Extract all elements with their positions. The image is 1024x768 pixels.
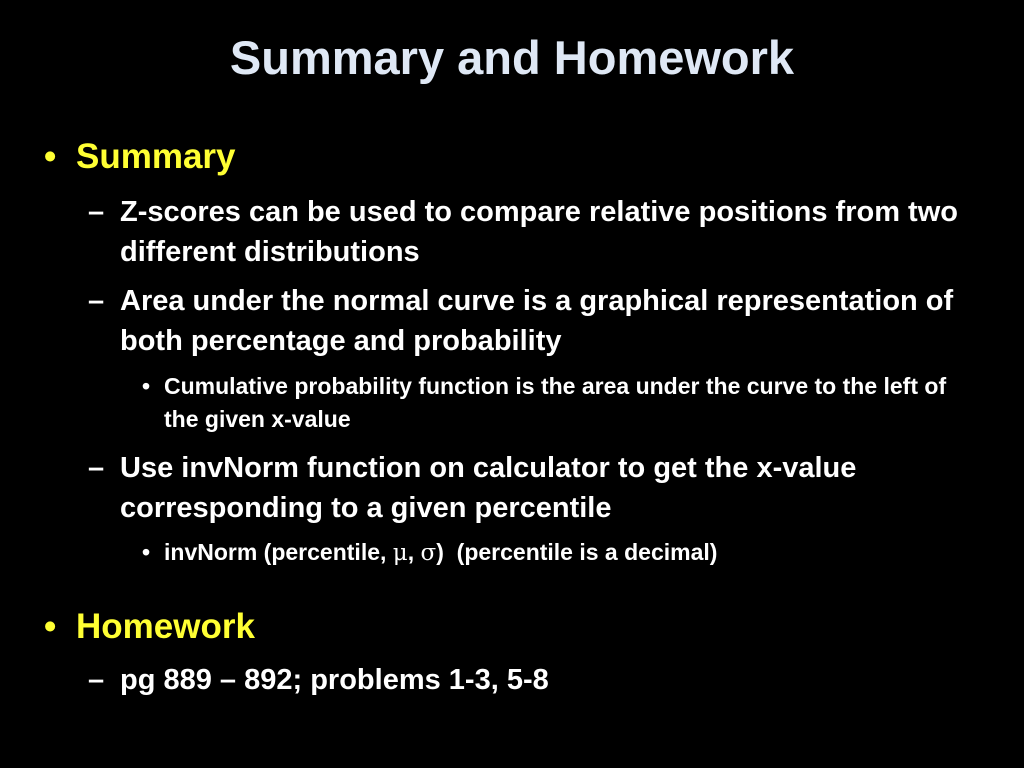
- mu-symbol: μ: [392, 540, 408, 566]
- dash-marker: –: [88, 664, 105, 696]
- bullet-dot: •: [44, 137, 57, 176]
- summary-item-text: Use invNorm function on calculator to get the x-value corresponding to a given percentile: [120, 452, 857, 524]
- comma-separator: ,: [407, 539, 421, 565]
- homework-item-text: pg 889 – 892; problems 1-3, 5-8: [120, 664, 549, 696]
- sub-item-text: [164, 536, 982, 570]
- sigma-symbol: σ: [420, 540, 437, 566]
- dash-marker: –: [88, 196, 105, 228]
- dash-marker: –: [88, 452, 105, 484]
- bullet-dot: •: [44, 607, 57, 646]
- invnorm-suffix: ) (percentile is a decimal): [436, 539, 718, 565]
- summary-item-text: Z-scores can be used to compare relative positions from two different distributions: [120, 196, 958, 268]
- invnorm-prefix: invNorm (percentile,: [164, 539, 393, 565]
- sub-bullet-dot: •: [142, 539, 151, 565]
- dash-marker: –: [88, 285, 105, 317]
- sub-item-text: Cumulative probability function is the area under the curve to the left of the given x-value: [164, 373, 947, 432]
- homework-heading: Homework: [76, 607, 255, 646]
- summary-item-text: Area under the normal curve is a graphical representation of both percentage and probability: [120, 285, 954, 357]
- slide-title: Summary and Homework: [229, 31, 795, 84]
- sub-bullet-dot: •: [142, 373, 151, 399]
- summary-heading: Summary: [76, 137, 236, 176]
